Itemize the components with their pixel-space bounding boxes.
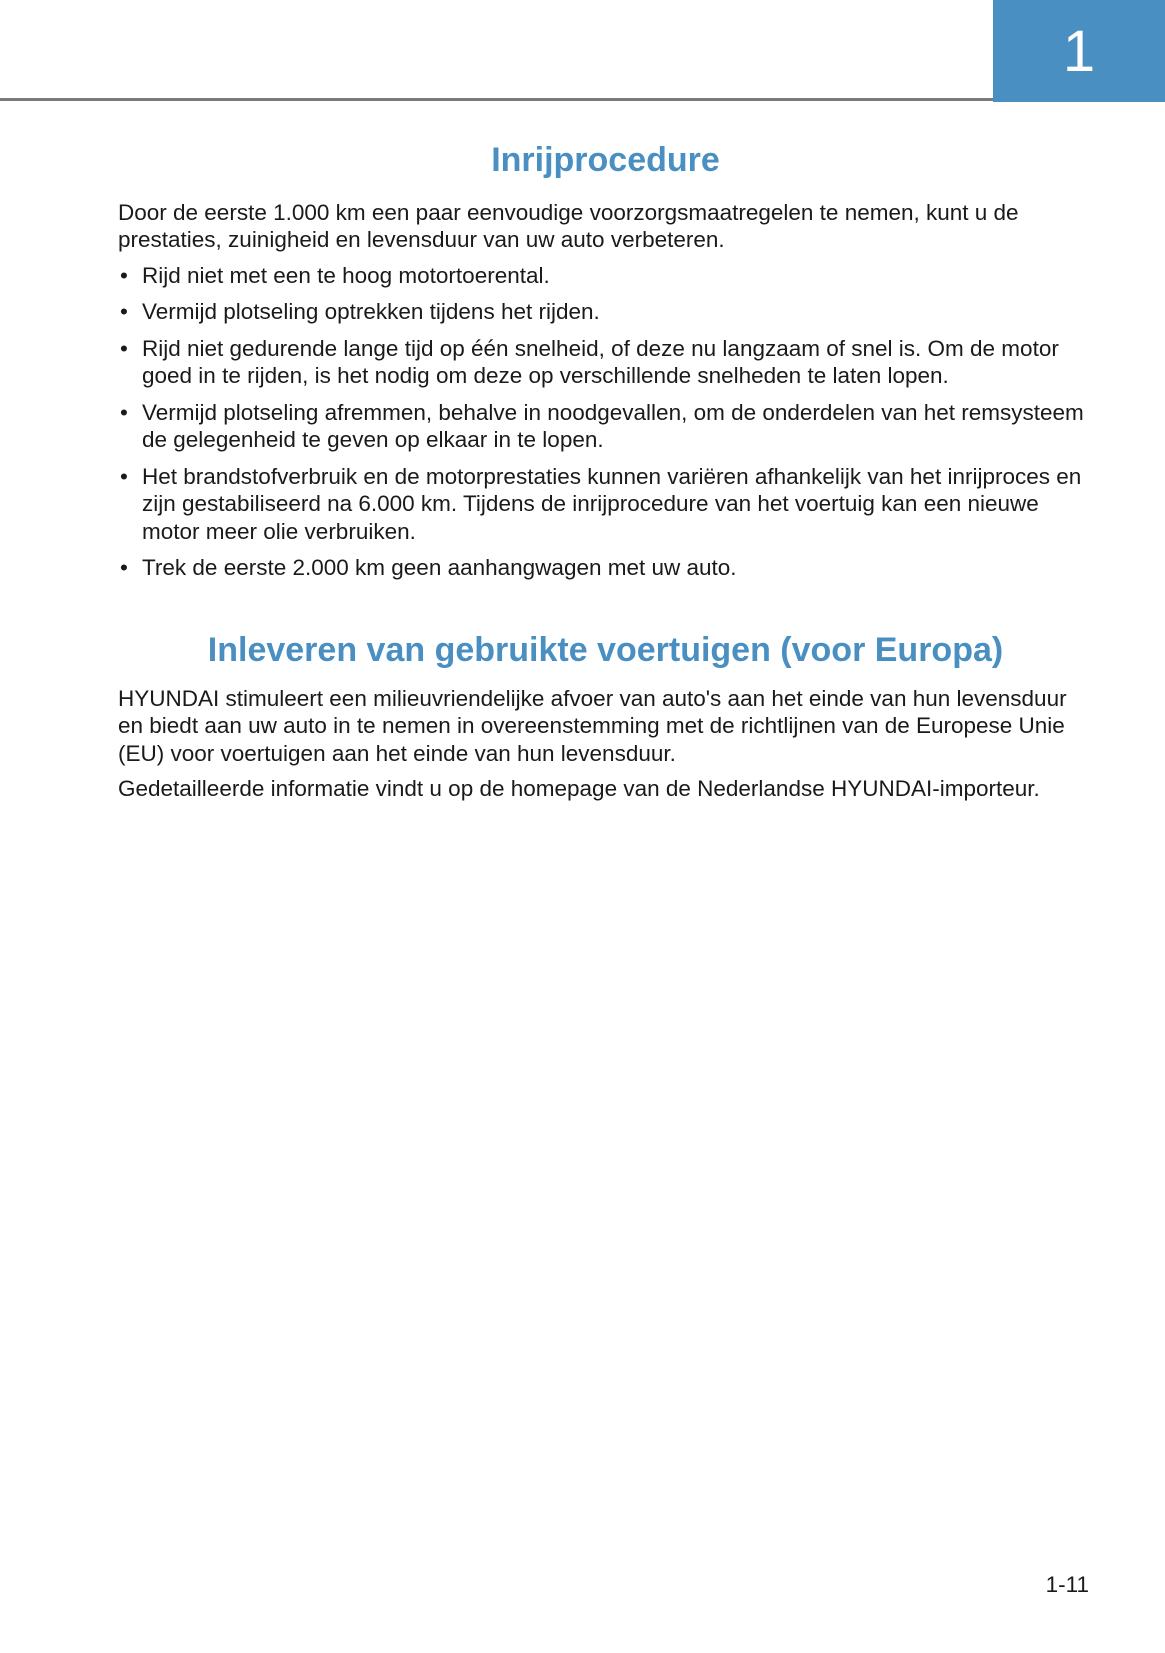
section-title: Inrijprocedure bbox=[491, 141, 720, 179]
header-rule bbox=[0, 98, 995, 101]
chapter-tab bbox=[993, 0, 1165, 102]
bullet-item: • Rijd niet gedurende lange tijd op één snelheid, of deze nu langzaam of snel is. Om de motor goed in te rijden, is het nodig om deze op verschillende snelheden te laten lopen. bbox=[120, 335, 1059, 389]
bullet-item: • Rijd niet met een te hoog motortoerental. bbox=[120, 262, 550, 288]
bullet-icon: • bbox=[120, 555, 128, 581]
bullet-icon: • bbox=[120, 463, 128, 489]
body-paragraph: HYUNDAI stimuleert een milieuvriendelijke afvoer van auto's aan het einde van hun levensduur en biedt aan uw auto in te nemen in overeenstemming met de richtlijnen van de Europese Unie (EU) voor voertuigen aan het einde van hun levensduur. bbox=[118, 685, 1067, 766]
bullet-icon: • bbox=[120, 335, 128, 361]
bullet-list bbox=[118, 262, 1093, 582]
bullet-icon: • bbox=[120, 399, 128, 425]
page-content bbox=[118, 140, 1093, 811]
bullet-item: • Vermijd plotseling optrekken tijdens het rijden. bbox=[120, 299, 600, 325]
bullet-item: • Trek de eerste 2.000 km geen aanhangwagen met uw auto. bbox=[120, 555, 737, 581]
chapter-number: 1 bbox=[1062, 18, 1096, 84]
intro-paragraph: Door de eerste 1.000 km een paar eenvoudige voorzorgsmaatregelen te nemen, kunt u de prestaties, zuinigheid en levensduur van uw auto verbeteren. bbox=[118, 199, 1019, 253]
bullet-icon: • bbox=[120, 262, 128, 288]
bullet-item: • Het brandstofverbruik en de motorprestaties kunnen variëren afhankelijk van het inrijproces en zijn gestabiliseerd na 6.000 km. Tijdens de inrijprocedure van het voertuig kan een nieuwe motor meer olie verbruiken. bbox=[120, 463, 1082, 544]
bullet-item: • Vermijd plotseling afremmen, behalve in noodgevallen, om de onderdelen van het remsysteem de gelegenheid te geven op elkaar in te lopen. bbox=[120, 399, 1084, 453]
section-vehicle-return bbox=[118, 630, 1093, 803]
section-title: Inleveren van gebruikte voertuigen (voor Europa) bbox=[207, 630, 1004, 669]
body-paragraph: Gedetailleerde informatie vindt u op de homepage van de Nederlandse HYUNDAI-importeur. bbox=[118, 776, 1040, 802]
page-number: 1-11 bbox=[1045, 1572, 1089, 1597]
section-break-in-procedure bbox=[118, 140, 1093, 582]
bullet-icon: • bbox=[120, 299, 128, 325]
